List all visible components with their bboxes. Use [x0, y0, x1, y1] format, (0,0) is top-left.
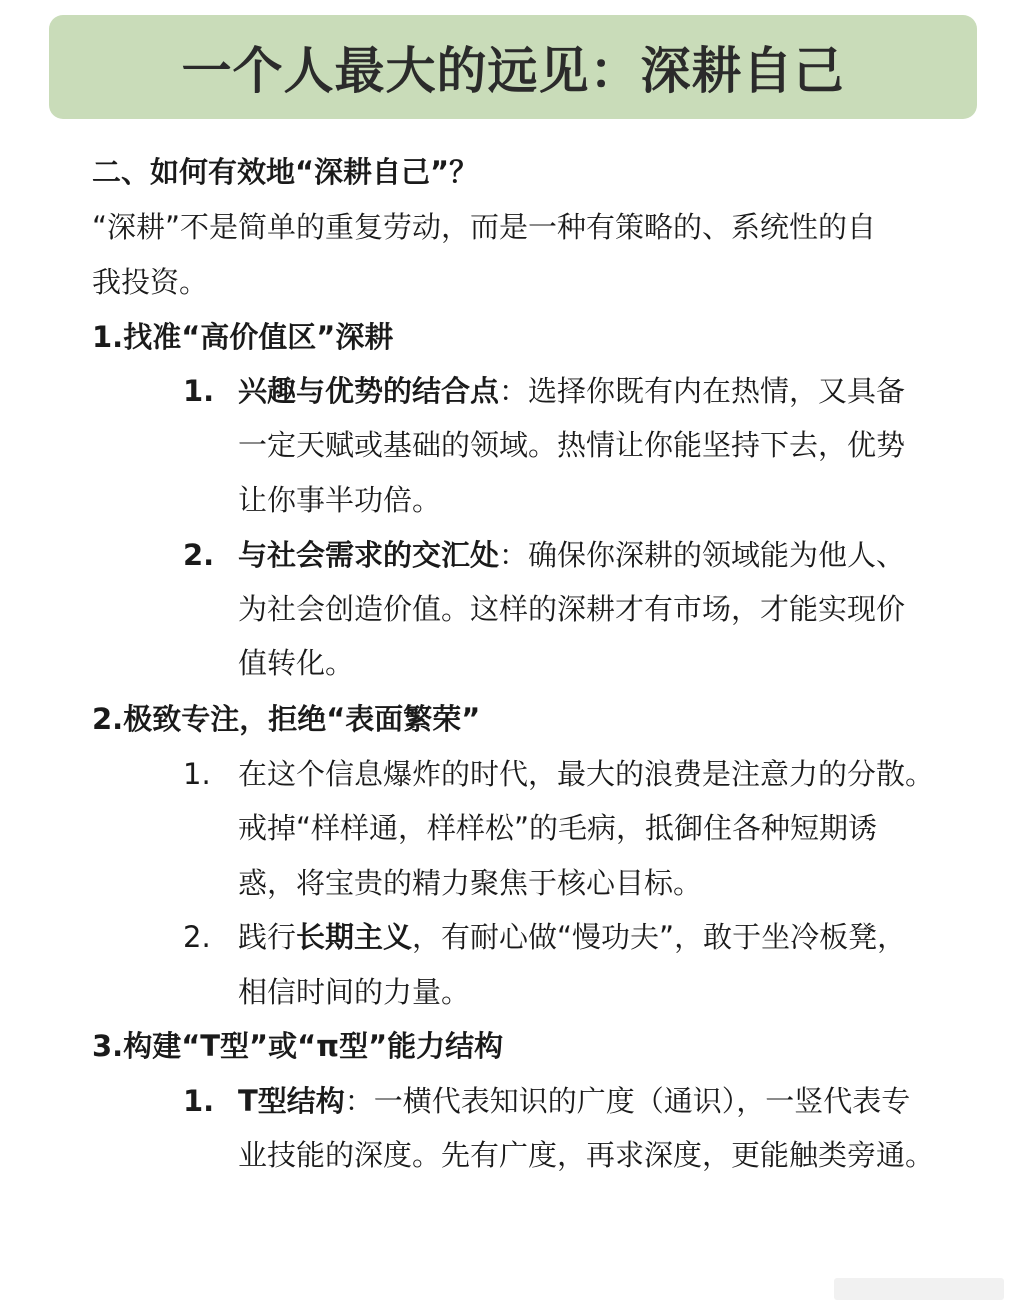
- list-item-text: 践行: [238, 920, 297, 954]
- list-number: 1.: [183, 374, 215, 408]
- list-item-cont: 相信时间的力量。: [238, 975, 471, 1009]
- list-item-text: ：一横代表知识的广度（通识），一竖代表专: [344, 1084, 911, 1118]
- list-item-bold: 兴趣与优势的结合点: [238, 374, 500, 408]
- list-item-text: ：选择你既有内在热情，又具备: [499, 374, 906, 408]
- list-item-cont: 一定天赋或基础的领域。热情让你能坚持下去，优势: [238, 428, 906, 462]
- list-item-bold: T型结构: [238, 1084, 345, 1118]
- list-number: 1.: [183, 757, 211, 791]
- intro-line-1: “深耕”不是简单的重复劳动，而是一种有策略的、系统性的自: [92, 210, 877, 244]
- section-heading: 二、如何有效地“深耕自己”？: [92, 155, 479, 189]
- list-item-cont: 惑，将宝贵的精力聚焦于核心目标。: [238, 866, 703, 900]
- list-item-text: ：确保你深耕的领域能为他人、: [499, 538, 906, 572]
- subheading-1: 1.找准“高价值区”深耕: [92, 320, 394, 354]
- list-item-first-line: 在这个信息爆炸的时代，最大的浪费是注意力的分散。: [238, 757, 935, 791]
- list-number: 2.: [183, 538, 215, 572]
- list-item-first-line: [238, 1081, 910, 1121]
- list-item-cont: 为社会创造价值。这样的深耕才有市场，才能实现价: [238, 592, 906, 626]
- list-item-first-line: [238, 371, 905, 411]
- list-item-first-line: [238, 917, 906, 957]
- list-number: 1.: [183, 1084, 215, 1118]
- list-item-cont: 值转化。: [238, 646, 355, 680]
- list-item-bold: 长期主义: [296, 920, 413, 954]
- intro-line-2: 我投资。: [92, 265, 209, 299]
- list-item-bold: 与社会需求的交汇处: [238, 538, 500, 572]
- list-item-first-line: [238, 535, 905, 575]
- subheading-3: 3.构建“T型”或“π型”能力结构: [92, 1029, 504, 1063]
- list-item-cont: 业技能的深度。先有广度，再求深度，更能触类旁通。: [238, 1138, 935, 1172]
- page-title: 一个人最大的远见：深耕自己: [181, 42, 845, 100]
- list-item-cont: 让你事半功倍。: [238, 483, 442, 517]
- watermark: [834, 1278, 1004, 1300]
- list-number: 2.: [183, 920, 211, 954]
- list-item-cont: 戒掉“样样通，样样松”的毛病，抵御住各种短期诱: [238, 811, 878, 845]
- subheading-2: 2.极致专注，拒绝“表面繁荣”: [92, 702, 481, 736]
- list-item-text: ，有耐心做“慢功夫”，敢于坐冷板凳，: [412, 920, 907, 954]
